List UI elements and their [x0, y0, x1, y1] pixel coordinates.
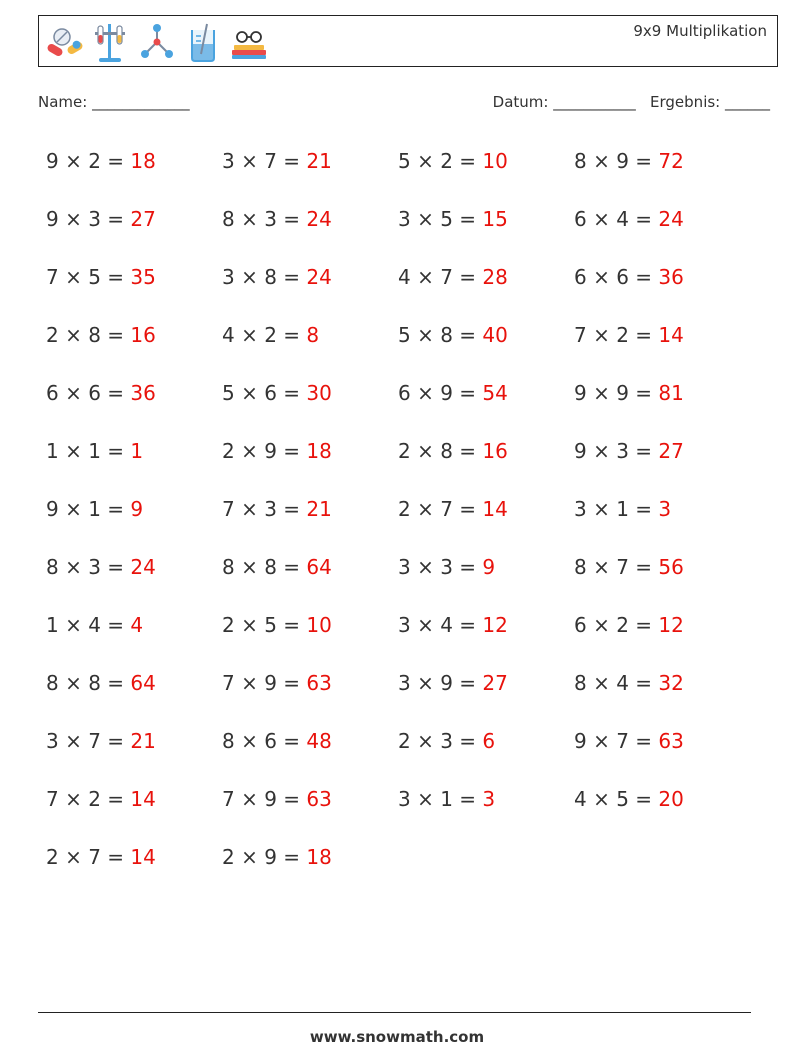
beaker-icon — [183, 20, 223, 64]
problem-question: 6 × 4 = — [574, 207, 659, 231]
problem-question: 3 × 9 = — [398, 671, 483, 695]
problem-item — [398, 667, 574, 725]
problem-item — [574, 319, 750, 377]
pills-icon — [45, 20, 85, 64]
problem-item — [222, 145, 398, 203]
problem-question: 5 × 8 = — [398, 323, 483, 347]
problem-answer: 14 — [130, 845, 156, 869]
problem-answer: 27 — [482, 671, 508, 695]
problem-question: 5 × 2 = — [398, 149, 483, 173]
problem-question: 8 × 3 = — [222, 207, 307, 231]
problem-answer: 35 — [130, 265, 156, 289]
result-field: Ergebnis: ______ — [650, 93, 770, 111]
problem-item — [398, 783, 574, 841]
problem-item — [46, 203, 222, 261]
test-tubes-icon — [91, 20, 131, 64]
problem-question: 7 × 9 = — [222, 671, 307, 695]
problem-question: 9 × 3 = — [574, 439, 659, 463]
problem-answer: 8 — [306, 323, 320, 347]
problem-item — [398, 609, 574, 667]
date-result-fields — [493, 93, 770, 111]
problem-question: 8 × 9 = — [574, 149, 659, 173]
problem-item — [222, 783, 398, 841]
problem-answer: 36 — [130, 381, 156, 405]
problem-answer: 56 — [658, 555, 684, 579]
problem-question: 2 × 9 = — [222, 439, 307, 463]
problem-answer: 27 — [658, 439, 684, 463]
problem-item — [574, 493, 750, 551]
problem-question: 1 × 1 = — [46, 439, 131, 463]
problem-answer: 48 — [306, 729, 332, 753]
problem-item — [574, 435, 750, 493]
problem-question: 2 × 8 = — [398, 439, 483, 463]
books-glasses-icon — [229, 20, 269, 64]
problem-answer: 6 — [482, 729, 496, 753]
problem-question: 8 × 8 = — [46, 671, 131, 695]
problem-item — [222, 435, 398, 493]
problem-item — [398, 493, 574, 551]
problem-question: 3 × 8 = — [222, 265, 307, 289]
problem-item — [398, 725, 574, 783]
problem-item — [398, 435, 574, 493]
problem-item — [574, 783, 750, 841]
problem-item — [46, 667, 222, 725]
problem-answer: 63 — [306, 787, 332, 811]
problem-question: 2 × 5 = — [222, 613, 307, 637]
problem-item — [46, 725, 222, 783]
problem-answer: 32 — [658, 671, 684, 695]
problem-question: 6 × 6 = — [574, 265, 659, 289]
problem-answer: 40 — [482, 323, 508, 347]
footer-divider — [38, 1012, 751, 1013]
problem-item — [222, 841, 398, 899]
date-field: Datum: ___________ — [492, 93, 636, 111]
problem-question: 5 × 6 = — [222, 381, 307, 405]
problem-answer: 72 — [658, 149, 684, 173]
problem-item — [46, 783, 222, 841]
problem-item — [574, 609, 750, 667]
problem-answer: 54 — [482, 381, 508, 405]
problem-answer: 63 — [306, 671, 332, 695]
problem-item — [398, 145, 574, 203]
problem-question: 2 × 8 = — [46, 323, 131, 347]
problem-question: 3 × 7 = — [222, 149, 307, 173]
problem-question: 6 × 6 = — [46, 381, 131, 405]
problem-answer: 18 — [130, 149, 156, 173]
problem-item — [46, 435, 222, 493]
problem-item — [398, 551, 574, 609]
problem-question: 8 × 8 = — [222, 555, 307, 579]
footer-url: www.snowmath.com — [309, 1028, 485, 1046]
problem-item — [574, 145, 750, 203]
problem-question: 7 × 2 = — [574, 323, 659, 347]
problem-question: 7 × 3 = — [222, 497, 307, 521]
problem-item — [398, 319, 574, 377]
problem-question: 7 × 9 = — [222, 787, 307, 811]
problem-item — [222, 551, 398, 609]
problem-answer: 12 — [482, 613, 508, 637]
problem-answer: 9 — [130, 497, 144, 521]
problem-item — [46, 145, 222, 203]
problem-answer: 21 — [130, 729, 156, 753]
problem-item — [574, 377, 750, 435]
problem-question: 2 × 9 = — [222, 845, 307, 869]
problem-item — [222, 725, 398, 783]
problem-answer: 14 — [482, 497, 508, 521]
problem-answer: 81 — [658, 381, 684, 405]
problem-item — [222, 203, 398, 261]
problem-question: 6 × 2 = — [574, 613, 659, 637]
problem-item — [46, 609, 222, 667]
problem-question: 4 × 7 = — [398, 265, 483, 289]
problem-question: 3 × 7 = — [46, 729, 131, 753]
problem-item — [574, 725, 750, 783]
problem-question: 8 × 7 = — [574, 555, 659, 579]
problem-question: 4 × 5 = — [574, 787, 659, 811]
problem-answer: 9 — [482, 555, 496, 579]
problem-question: 2 × 7 = — [398, 497, 483, 521]
problem-answer: 20 — [658, 787, 684, 811]
problem-question: 7 × 5 = — [46, 265, 131, 289]
problem-question: 3 × 1 = — [398, 787, 483, 811]
problem-answer: 24 — [306, 207, 332, 231]
problem-answer: 14 — [658, 323, 684, 347]
problem-answer: 3 — [482, 787, 496, 811]
header-box — [38, 15, 778, 67]
problem-question: 6 × 9 = — [398, 381, 483, 405]
problem-question: 9 × 9 = — [574, 381, 659, 405]
problem-question: 2 × 3 = — [398, 729, 483, 753]
problem-answer: 12 — [658, 613, 684, 637]
problem-question: 1 × 4 = — [46, 613, 131, 637]
problem-question: 9 × 3 = — [46, 207, 131, 231]
problem-answer: 21 — [306, 497, 332, 521]
problem-item — [46, 493, 222, 551]
problem-item — [222, 319, 398, 377]
name-field: Name: _____________ — [38, 93, 190, 111]
problem-answer: 21 — [306, 149, 332, 173]
problem-answer: 36 — [658, 265, 684, 289]
problem-answer: 30 — [306, 381, 332, 405]
problem-item — [46, 551, 222, 609]
problem-answer: 64 — [130, 671, 156, 695]
problem-question: 3 × 1 = — [574, 497, 659, 521]
problem-answer: 24 — [306, 265, 332, 289]
problem-answer: 18 — [306, 439, 332, 463]
problem-item — [574, 551, 750, 609]
problem-answer: 27 — [130, 207, 156, 231]
problem-question: 2 × 7 = — [46, 845, 131, 869]
problem-item — [46, 841, 222, 899]
problem-answer: 1 — [130, 439, 144, 463]
problem-answer: 3 — [658, 497, 672, 521]
problem-question: 9 × 7 = — [574, 729, 659, 753]
problem-item — [574, 667, 750, 725]
problem-answer: 10 — [482, 149, 508, 173]
problem-item — [46, 319, 222, 377]
problem-question: 8 × 4 = — [574, 671, 659, 695]
problem-question: 7 × 2 = — [46, 787, 131, 811]
problem-item — [574, 261, 750, 319]
problem-answer: 24 — [658, 207, 684, 231]
problem-item — [222, 667, 398, 725]
problem-question: 3 × 3 = — [398, 555, 483, 579]
problem-answer: 16 — [482, 439, 508, 463]
problem-question: 3 × 5 = — [398, 207, 483, 231]
problem-answer: 28 — [482, 265, 508, 289]
problem-question: 4 × 2 = — [222, 323, 307, 347]
problem-question: 3 × 4 = — [398, 613, 483, 637]
problem-answer: 4 — [130, 613, 144, 637]
problem-question: 9 × 1 = — [46, 497, 131, 521]
problem-answer: 15 — [482, 207, 508, 231]
problem-question: 9 × 2 = — [46, 149, 131, 173]
problem-item — [222, 261, 398, 319]
problem-item — [398, 261, 574, 319]
problem-answer: 14 — [130, 787, 156, 811]
problem-answer: 63 — [658, 729, 684, 753]
problem-answer: 24 — [130, 555, 156, 579]
header-icons — [45, 20, 269, 64]
problem-item — [398, 203, 574, 261]
problem-answer: 10 — [306, 613, 332, 637]
problem-item — [222, 377, 398, 435]
problem-item — [398, 377, 574, 435]
problem-question: 8 × 3 = — [46, 555, 131, 579]
molecule-icon — [137, 20, 177, 64]
problem-item — [222, 609, 398, 667]
problem-item — [574, 203, 750, 261]
problem-answer: 18 — [306, 845, 332, 869]
problem-item — [222, 493, 398, 551]
worksheet-title: 9x9 Multiplikation — [633, 22, 767, 40]
problem-answer: 64 — [306, 555, 332, 579]
problem-answer: 16 — [130, 323, 156, 347]
problem-item — [46, 261, 222, 319]
problem-question: 8 × 6 = — [222, 729, 307, 753]
problem-item — [46, 377, 222, 435]
problem-grid — [46, 145, 766, 899]
